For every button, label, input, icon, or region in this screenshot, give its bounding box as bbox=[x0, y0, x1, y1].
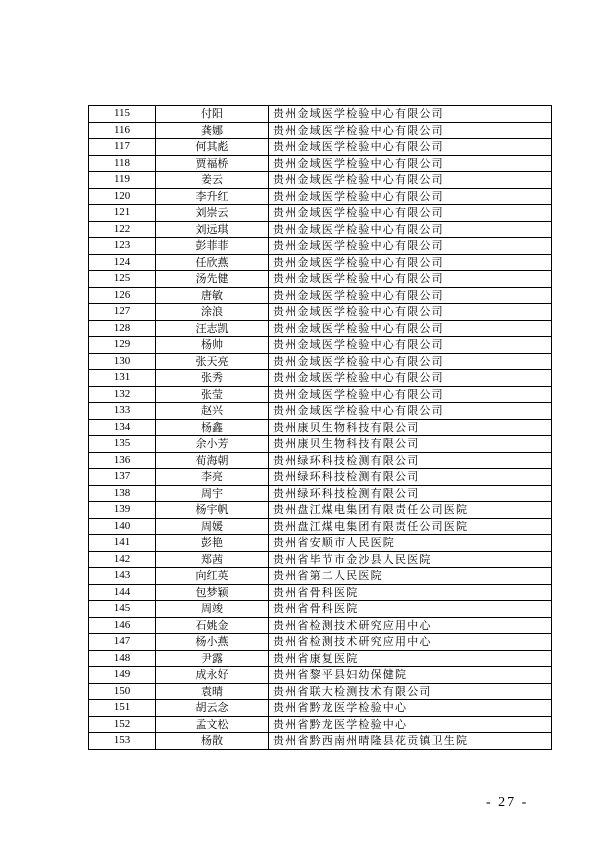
person-name: 何其彪 bbox=[156, 139, 269, 156]
organization-name: 贵州金域医学检验中心有限公司 bbox=[269, 254, 552, 271]
table-row bbox=[89, 716, 552, 733]
table-row bbox=[89, 485, 552, 502]
table-row bbox=[89, 254, 552, 271]
row-number: 145 bbox=[89, 601, 156, 618]
organization-name: 贵州金域医学检验中心有限公司 bbox=[269, 122, 552, 139]
row-number: 121 bbox=[89, 205, 156, 222]
row-number: 129 bbox=[89, 337, 156, 354]
organization-name: 贵州省检测技术研究应用中心 bbox=[269, 617, 552, 634]
table-row bbox=[89, 601, 552, 618]
person-name: 荀海朝 bbox=[156, 452, 269, 469]
table-row bbox=[89, 122, 552, 139]
organization-name: 贵州金域医学检验中心有限公司 bbox=[269, 403, 552, 420]
person-name: 杨帅 bbox=[156, 337, 269, 354]
organization-name: 贵州金域医学检验中心有限公司 bbox=[269, 370, 552, 387]
row-number: 138 bbox=[89, 485, 156, 502]
table-row bbox=[89, 518, 552, 535]
person-name: 付阳 bbox=[156, 106, 269, 123]
row-number: 115 bbox=[89, 106, 156, 123]
organization-name: 贵州金域医学检验中心有限公司 bbox=[269, 304, 552, 321]
organization-name: 贵州盘江煤电集团有限责任公司医院 bbox=[269, 502, 552, 519]
table-row bbox=[89, 403, 552, 420]
person-name: 尹露 bbox=[156, 650, 269, 667]
person-name: 胡云念 bbox=[156, 700, 269, 717]
organization-name: 贵州金域医学检验中心有限公司 bbox=[269, 386, 552, 403]
person-name: 刘远琪 bbox=[156, 221, 269, 238]
row-number: 136 bbox=[89, 452, 156, 469]
table-row bbox=[89, 733, 552, 750]
organization-name: 贵州省安顺市人民医院 bbox=[269, 535, 552, 552]
organization-name: 贵州省骨科医院 bbox=[269, 601, 552, 618]
person-name: 彭艳 bbox=[156, 535, 269, 552]
row-number: 119 bbox=[89, 172, 156, 189]
table-row bbox=[89, 106, 552, 123]
table-row bbox=[89, 419, 552, 436]
row-number: 127 bbox=[89, 304, 156, 321]
row-number: 120 bbox=[89, 188, 156, 205]
person-name: 周媛 bbox=[156, 518, 269, 535]
organization-name: 贵州绿环科技检测有限公司 bbox=[269, 452, 552, 469]
table-row bbox=[89, 535, 552, 552]
row-number: 151 bbox=[89, 700, 156, 717]
table-row bbox=[89, 667, 552, 684]
table-row bbox=[89, 700, 552, 717]
table-row bbox=[89, 469, 552, 486]
person-name: 彭菲菲 bbox=[156, 238, 269, 255]
person-name: 向红英 bbox=[156, 568, 269, 585]
person-name: 李升红 bbox=[156, 188, 269, 205]
person-name: 杨小燕 bbox=[156, 634, 269, 651]
organization-name: 贵州省毕节市金沙县人民医院 bbox=[269, 551, 552, 568]
person-name: 任欣燕 bbox=[156, 254, 269, 271]
table-row bbox=[89, 683, 552, 700]
person-name: 杨宇帆 bbox=[156, 502, 269, 519]
organization-name: 贵州康贝生物科技有限公司 bbox=[269, 419, 552, 436]
organization-name: 贵州省黔西南州晴隆县花贡镇卫生院 bbox=[269, 733, 552, 750]
table-row bbox=[89, 452, 552, 469]
row-number: 153 bbox=[89, 733, 156, 750]
organization-name: 贵州金域医学检验中心有限公司 bbox=[269, 287, 552, 304]
person-name: 张秀 bbox=[156, 370, 269, 387]
organization-name: 贵州金域医学检验中心有限公司 bbox=[269, 188, 552, 205]
person-name: 张天亮 bbox=[156, 353, 269, 370]
person-name: 石姚金 bbox=[156, 617, 269, 634]
person-name: 杨鑫 bbox=[156, 419, 269, 436]
row-number: 133 bbox=[89, 403, 156, 420]
row-number: 128 bbox=[89, 320, 156, 337]
organization-name: 贵州省黔龙医学检验中心 bbox=[269, 716, 552, 733]
person-name: 袁晴 bbox=[156, 683, 269, 700]
table-row bbox=[89, 221, 552, 238]
table-row bbox=[89, 271, 552, 288]
row-number: 140 bbox=[89, 518, 156, 535]
person-name: 刘崇云 bbox=[156, 205, 269, 222]
table-row bbox=[89, 502, 552, 519]
organization-name: 贵州康贝生物科技有限公司 bbox=[269, 436, 552, 453]
person-name: 张莹 bbox=[156, 386, 269, 403]
row-number: 137 bbox=[89, 469, 156, 486]
row-number: 148 bbox=[89, 650, 156, 667]
organization-name: 贵州金域医学检验中心有限公司 bbox=[269, 205, 552, 222]
person-name: 赵兴 bbox=[156, 403, 269, 420]
person-name: 汪志凯 bbox=[156, 320, 269, 337]
row-number: 125 bbox=[89, 271, 156, 288]
person-name: 涂浪 bbox=[156, 304, 269, 321]
table-row bbox=[89, 304, 552, 321]
organization-name: 贵州省康复医院 bbox=[269, 650, 552, 667]
table-row bbox=[89, 370, 552, 387]
organization-name: 贵州绿环科技检测有限公司 bbox=[269, 485, 552, 502]
organization-name: 贵州金域医学检验中心有限公司 bbox=[269, 139, 552, 156]
organization-name: 贵州金域医学检验中心有限公司 bbox=[269, 337, 552, 354]
table-row bbox=[89, 139, 552, 156]
row-number: 147 bbox=[89, 634, 156, 651]
row-number: 143 bbox=[89, 568, 156, 585]
row-number: 117 bbox=[89, 139, 156, 156]
row-number: 126 bbox=[89, 287, 156, 304]
person-name: 李亮 bbox=[156, 469, 269, 486]
person-name: 唐敏 bbox=[156, 287, 269, 304]
row-number: 132 bbox=[89, 386, 156, 403]
organization-name: 贵州省黎平县妇幼保健院 bbox=[269, 667, 552, 684]
organization-name: 贵州金域医学检验中心有限公司 bbox=[269, 320, 552, 337]
table-row bbox=[89, 617, 552, 634]
table-row bbox=[89, 337, 552, 354]
row-number: 135 bbox=[89, 436, 156, 453]
table-row bbox=[89, 205, 552, 222]
person-name: 贾福桥 bbox=[156, 155, 269, 172]
table-row bbox=[89, 551, 552, 568]
organization-name: 贵州省第二人民医院 bbox=[269, 568, 552, 585]
person-name: 龚娜 bbox=[156, 122, 269, 139]
organization-name: 贵州金域医学检验中心有限公司 bbox=[269, 271, 552, 288]
table-row bbox=[89, 634, 552, 651]
row-number: 149 bbox=[89, 667, 156, 684]
table-row bbox=[89, 436, 552, 453]
table-row bbox=[89, 287, 552, 304]
organization-name: 贵州省联大检测技术有限公司 bbox=[269, 683, 552, 700]
row-number: 152 bbox=[89, 716, 156, 733]
table-row bbox=[89, 386, 552, 403]
person-name: 成永好 bbox=[156, 667, 269, 684]
organization-name: 贵州省检测技术研究应用中心 bbox=[269, 634, 552, 651]
person-name: 汤先健 bbox=[156, 271, 269, 288]
row-number: 123 bbox=[89, 238, 156, 255]
organization-name: 贵州金域医学检验中心有限公司 bbox=[269, 221, 552, 238]
personnel-table bbox=[88, 105, 552, 750]
organization-name: 贵州金域医学检验中心有限公司 bbox=[269, 172, 552, 189]
row-number: 131 bbox=[89, 370, 156, 387]
organization-name: 贵州金域医学检验中心有限公司 bbox=[269, 353, 552, 370]
table-row bbox=[89, 238, 552, 255]
row-number: 124 bbox=[89, 254, 156, 271]
person-name: 周竣 bbox=[156, 601, 269, 618]
row-number: 116 bbox=[89, 122, 156, 139]
person-name: 姜云 bbox=[156, 172, 269, 189]
organization-name: 贵州金域医学检验中心有限公司 bbox=[269, 238, 552, 255]
table-row bbox=[89, 320, 552, 337]
person-name: 周宇 bbox=[156, 485, 269, 502]
table-row bbox=[89, 188, 552, 205]
row-number: 150 bbox=[89, 683, 156, 700]
table-row bbox=[89, 353, 552, 370]
organization-name: 贵州盘江煤电集团有限责任公司医院 bbox=[269, 518, 552, 535]
person-name: 郑茜 bbox=[156, 551, 269, 568]
person-name: 杨散 bbox=[156, 733, 269, 750]
row-number: 144 bbox=[89, 584, 156, 601]
table-row bbox=[89, 155, 552, 172]
organization-name: 贵州绿环科技检测有限公司 bbox=[269, 469, 552, 486]
row-number: 142 bbox=[89, 551, 156, 568]
organization-name: 贵州金域医学检验中心有限公司 bbox=[269, 155, 552, 172]
page-number: - 27 - bbox=[486, 795, 529, 810]
organization-name: 贵州金域医学检验中心有限公司 bbox=[269, 106, 552, 123]
table-body bbox=[89, 106, 552, 750]
organization-name: 贵州省黔龙医学检验中心 bbox=[269, 700, 552, 717]
row-number: 139 bbox=[89, 502, 156, 519]
person-name: 余小芳 bbox=[156, 436, 269, 453]
row-number: 118 bbox=[89, 155, 156, 172]
person-name: 包梦颖 bbox=[156, 584, 269, 601]
organization-name: 贵州省骨科医院 bbox=[269, 584, 552, 601]
row-number: 130 bbox=[89, 353, 156, 370]
table-row bbox=[89, 568, 552, 585]
table-row bbox=[89, 650, 552, 667]
row-number: 134 bbox=[89, 419, 156, 436]
row-number: 122 bbox=[89, 221, 156, 238]
table-row bbox=[89, 172, 552, 189]
row-number: 141 bbox=[89, 535, 156, 552]
table-row bbox=[89, 584, 552, 601]
person-name: 孟文松 bbox=[156, 716, 269, 733]
row-number: 146 bbox=[89, 617, 156, 634]
